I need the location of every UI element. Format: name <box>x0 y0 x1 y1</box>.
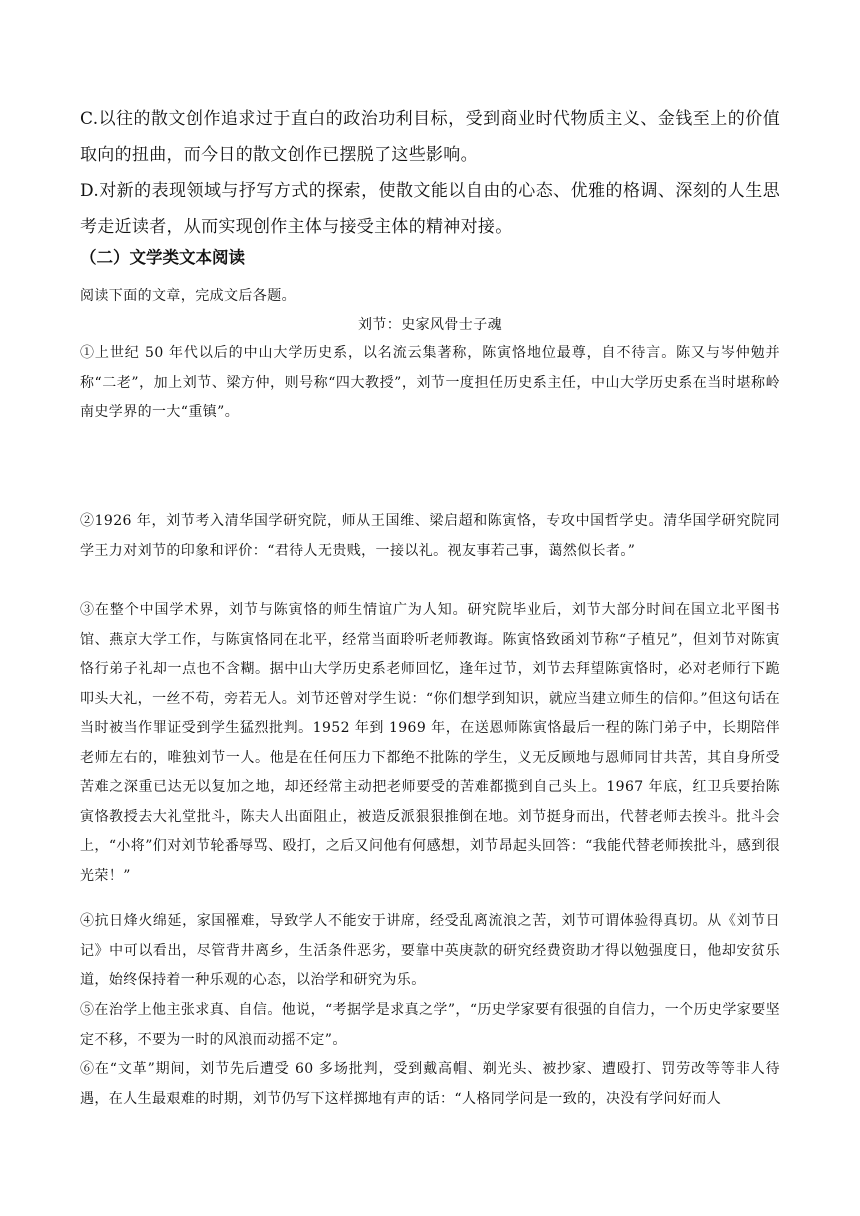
paragraph-6: ⑥在“文革”期间，刘节先后遭受 60 多场批判，受到戴高帽、剃光头、被抄家、遭殴打、罚劳改等等非人待遇，在人生最艰难的时期，刘节仍写下这样掷地有声的话：“人格同学问是一致的，决没有学问好而人 <box>80 1061 780 1107</box>
paragraph-1: ①上世纪 50 年代以后的中山大学历史系，以名流云集著称，陈寅恪地位最尊，自不待言。陈又与岑仲勉并称“二老”，加上刘节、梁方仲，则号称“四大教授”，刘节一度担任历史系主任，中山大学历史系在当时堪称岭南史学界的一大“重镇”。 <box>80 345 780 420</box>
paragraph-2: ②1926 年，刘节考入清华国学研究院，师从王国维、梁启超和陈寅恪，专攻中国哲学史。清华国学研究院同学王力对刘节的印象和评价：“君待人无贵贱，一接以礼。视友事若己事，蔼然似长者。” <box>80 513 780 559</box>
paragraph-5: ⑤在治学上他主张求真、自信。他说，“考据学是求真之学”，“历史学家要有很强的自信力，一个历史学家要坚定不移，不要为一时的风浪而动摇不定”。 <box>80 1002 780 1048</box>
paragraph-4: ④抗日烽火绵延，家国罹难，导致学人不能安于讲席，经受乱离流浪之苦，刘节可谓体验得真切。从《刘节日记》中可以看出，尽管背井离乡，生活条件恶劣，要靠中英庚款的研究经费资助才得以勉强度日，他却安贫乐道，始终保持着一种乐观的心态，以治学和研究为乐。 <box>80 913 780 988</box>
option-c: C.以往的散文创作追求过于直白的政治功利目标，受到商业时代物质主义、金钱至上的价值取向的扭曲，而今日的散文创作已摆脱了这些影响。 <box>80 109 780 165</box>
instruction: 阅读下面的文章，完成文后各题。 <box>80 288 296 304</box>
section-heading: （二）文学类文本阅读 <box>80 248 245 267</box>
option-d: D.对新的表现领域与抒写方式的探索，使散文能以自由的心态、优雅的格调、深刻的人生思考走近读者，从而实现创作主体与接受主体的精神对接。 <box>80 181 780 237</box>
article-title: 刘节：史家风骨士子魂 <box>358 317 502 333</box>
paragraph-3: ③在整个中国学术界，刘节与陈寅恪的师生情谊广为人知。研究院毕业后，刘节大部分时间在国立北平图书馆、燕京大学工作，与陈寅恪同在北平，经常当面聆听老师教诲。陈寅恪致函刘节称“子植兄”，但刘节对陈寅恪行弟子礼却一点也不含糊。据中山大学历史系老师回忆，逢年过节，刘节去拜望陈寅恪时，必对老师行下跪叩头大礼，一丝不苟，旁若无人。刘节还曾对学生说：“你们想学到知识，就应当建立师生的信仰。”但这句话在当时被当作罪证受到学生猛烈批判。1952 年到 1969 年，在送恩师陈寅恪最后一程的陈门弟子中，长期陪伴老师左右的，唯独刘节一人。他是在任何压力下都绝不批陈的学生，义无反顾地与恩师同甘共苦，其自身所受苦难之深重已达无以复加之地，却还经常主动把老师要受的苦难都揽到自己头上。1967 年底，红卫兵要抬陈寅恪教授去大礼堂批斗，陈夫人出面阻止，被造反派狠狠推倒在地。刘节挺身而出，代替老师去挨斗。批斗会上，“小将”们对刘节轮番辱骂、殴打，之后又问他有何感想，刘节昂起头回答：“我能代替老师挨批斗，感到很光荣！” <box>80 602 780 884</box>
